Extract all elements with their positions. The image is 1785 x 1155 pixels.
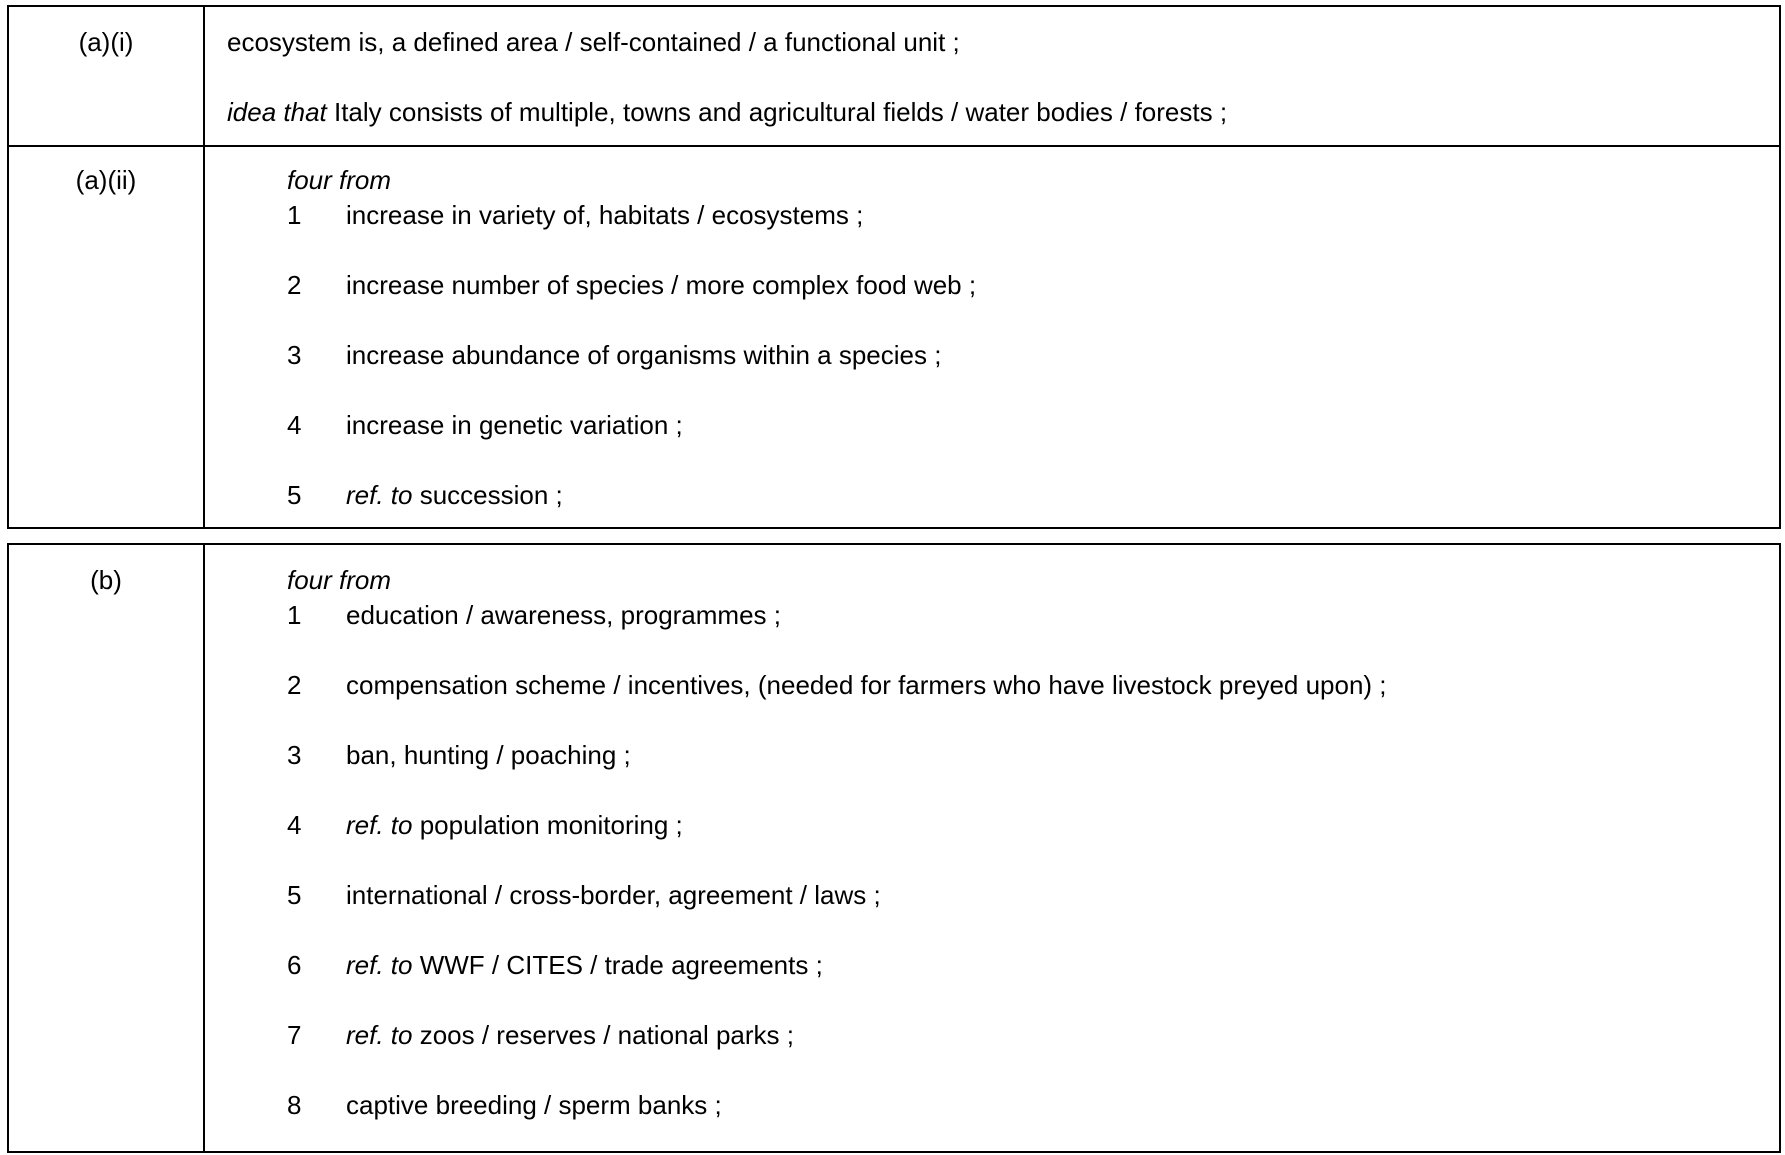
- item-text-rest: succession ;: [412, 480, 563, 510]
- item-text-rest: zoos / reserves / national parks ;: [412, 1020, 794, 1050]
- item-text: compensation scheme / incentives, (needed for farmers who have livestock preyed upon) ;: [346, 670, 1387, 700]
- item-text-rest: WWF / CITES / trade agreements ;: [412, 950, 823, 980]
- row-a-ii: [9, 145, 1779, 527]
- mark-scheme-table-a: [7, 5, 1781, 529]
- item-number: 6: [287, 950, 302, 980]
- italic-qualifier: ref. to: [346, 1020, 413, 1050]
- item-text-rest: population monitoring ;: [412, 810, 683, 840]
- item-number: 2: [287, 670, 302, 700]
- item-number: 1: [287, 600, 302, 630]
- intro-line: four from: [287, 565, 392, 595]
- row-b: [9, 545, 1779, 1155]
- mark-scheme-table-b: [7, 543, 1781, 1153]
- item-text: international / cross-border, agreement / laws ;: [346, 880, 881, 910]
- item-number: 7: [287, 1020, 302, 1050]
- item-number: 4: [287, 410, 302, 440]
- italic-qualifier: ref. to: [346, 810, 413, 840]
- item-number: 4: [287, 810, 302, 840]
- item-text: increase in genetic variation ;: [346, 410, 683, 440]
- item-text: [346, 1020, 794, 1051]
- question-label: (a)(ii): [75, 165, 137, 195]
- item-number: 2: [287, 270, 302, 300]
- item-text: increase number of species / more complex food web ;: [346, 270, 977, 300]
- item-number: 3: [287, 340, 302, 370]
- row-a-i: [9, 7, 1779, 145]
- italic-qualifier: ref. to: [346, 950, 413, 980]
- answer-text: Italy consists of multiple, towns and agricultural fields / water bodies / forests ;: [326, 97, 1228, 127]
- item-text: ban, hunting / poaching ;: [346, 740, 631, 770]
- answer-line: ecosystem is, a defined area / self-contained / a functional unit ;: [227, 27, 960, 57]
- answer-line: [227, 97, 1227, 128]
- item-number: 8: [287, 1090, 302, 1120]
- item-text: increase in variety of, habitats / ecosystems ;: [346, 200, 864, 230]
- item-text: increase abundance of organisms within a species ;: [346, 340, 942, 370]
- item-number: 5: [287, 880, 302, 910]
- question-label: (b): [90, 565, 122, 595]
- item-text: [346, 810, 683, 841]
- item-text: [346, 480, 563, 511]
- question-label: (a)(i): [78, 27, 134, 57]
- italic-qualifier: idea that: [227, 97, 327, 127]
- item-number: 3: [287, 740, 302, 770]
- item-text: [346, 950, 823, 981]
- item-text: education / awareness, programmes ;: [346, 600, 781, 630]
- intro-line: four from: [287, 165, 392, 195]
- item-number: 5: [287, 480, 302, 510]
- italic-qualifier: ref. to: [346, 480, 413, 510]
- item-number: 1: [287, 200, 302, 230]
- item-text: captive breeding / sperm banks ;: [346, 1090, 722, 1120]
